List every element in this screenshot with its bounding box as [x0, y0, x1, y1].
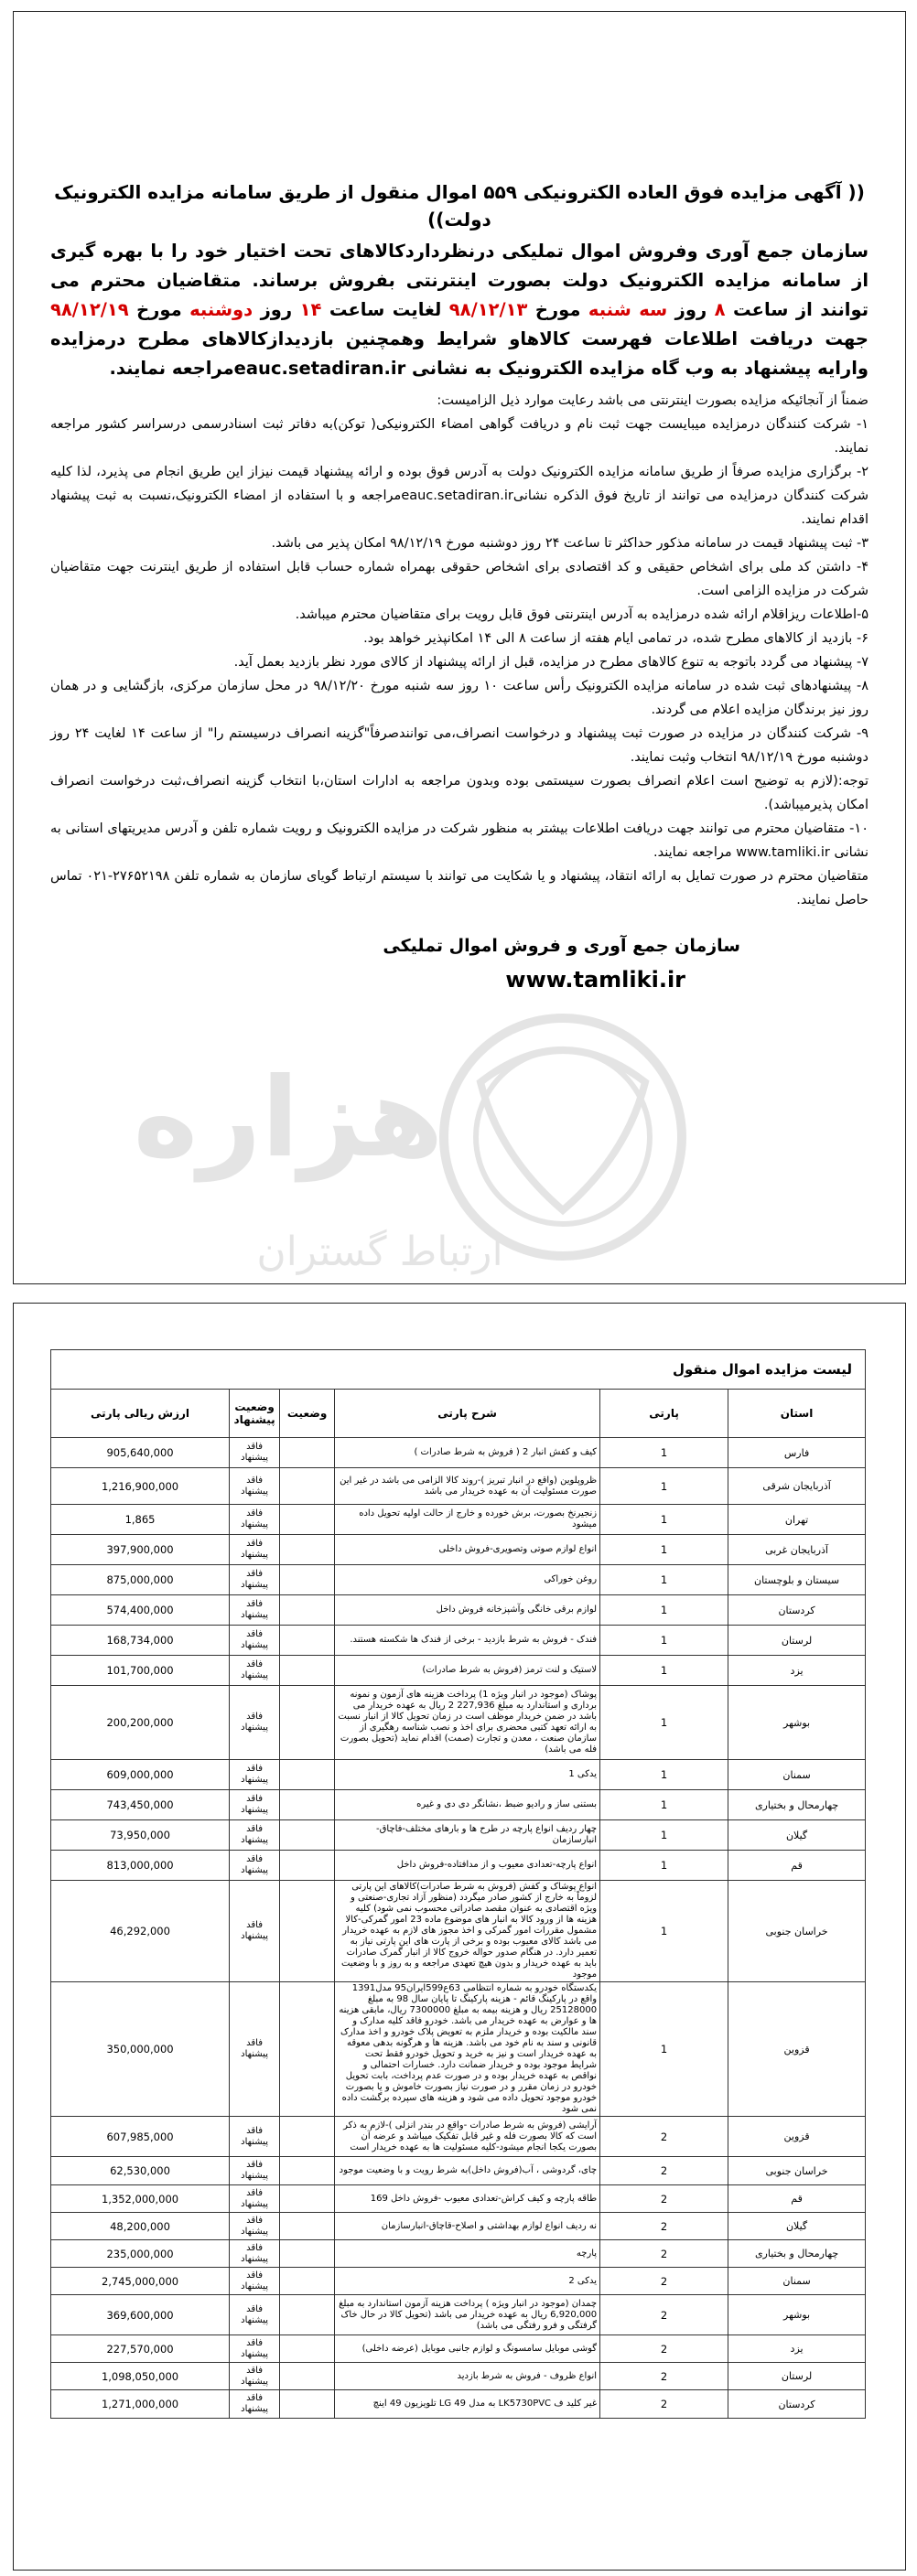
cell-description: آرایشی (فروش به شرط صادرات -واقع در بندر انزلی )-لازم به ذکر است که کالا بصورت فله و غیر قابل تفکیک میباشد و عرضه آن بصورت یکجا انجام میشود-کلیه مسئولیت ها به عهده خریدار است	[335, 2117, 600, 2157]
cell-lot: 1	[600, 1686, 728, 1760]
cell-description: زنجیرنخ بصورت، برش خورده و خارج از حالت اولیه تحویل داده میشود	[335, 1505, 600, 1535]
cell-proposal-status: فاقد پیشنهاد	[230, 1595, 280, 1626]
cell-proposal-status: فاقد پیشنهاد	[230, 1656, 280, 1686]
cell-status	[280, 1438, 335, 1468]
cell-description: لوازم برقی خانگی وآشپزخانه فروش داخل	[335, 1595, 600, 1626]
table-row	[51, 2213, 866, 2240]
cell-province: چهارمحال و بختیاری	[728, 1790, 866, 1820]
cell-lot: 1	[600, 1535, 728, 1565]
watermark-logo	[78, 1000, 737, 1284]
svg-text:هزاره: هزاره	[133, 1055, 444, 1182]
table-row	[51, 2295, 866, 2335]
cell-value: 46,292,000	[51, 1881, 230, 1982]
announcement-body	[50, 178, 868, 993]
cell-value: 1,271,000,000	[51, 2390, 230, 2419]
cell-province: گیلان	[728, 2213, 866, 2240]
cell-value: 574,400,000	[51, 1595, 230, 1626]
announcement-header: (( آگهی مزایده فوق العاده الکترونیکی ۵۵۹ اموال منقول از طریق سامانه مزایده الکترونیک دولت))	[54, 181, 865, 231]
cell-status	[280, 1982, 335, 2117]
cell-lot: 1	[600, 1820, 728, 1851]
cell-province: آذربایجان غربی	[728, 1535, 866, 1565]
cell-description: نه ردیف انواع لوازم بهداشتی و اصلاح-قاچاق-انبارسازمان	[335, 2213, 600, 2240]
cell-status	[280, 1820, 335, 1851]
cell-province: خراسان جنوبی	[728, 1881, 866, 1982]
cell-status	[280, 2390, 335, 2419]
cell-status	[280, 2213, 335, 2240]
cell-status	[280, 1686, 335, 1760]
cell-lot: 2	[600, 2268, 728, 2295]
cell-description: گوشی موبایل سامسونگ و لوازم جانبی موبایل (عرضه داخلی)	[335, 2335, 600, 2363]
cell-status	[280, 1790, 335, 1820]
svg-text:ارتباط گستران: ارتباط گستران	[256, 1229, 503, 1275]
cell-proposal-status: فاقد پیشنهاد	[230, 1535, 280, 1565]
cell-status	[280, 2268, 335, 2295]
table-row	[51, 1851, 866, 1881]
cell-proposal-status: فاقد پیشنهاد	[230, 1881, 280, 1982]
cell-value: 1,352,000,000	[51, 2185, 230, 2213]
cell-status	[280, 2185, 335, 2213]
header-province: استان	[728, 1390, 866, 1438]
cell-value: 397,900,000	[51, 1535, 230, 1565]
cell-description: چهار ردیف انواع پارچه در طرح ها و بارهای مختلف-فاچاق-انبارسازمان	[335, 1820, 600, 1851]
cell-lot: 1	[600, 1565, 728, 1595]
cell-lot: 1	[600, 1626, 728, 1656]
cell-proposal-status: فاقد پیشنهاد	[230, 1438, 280, 1468]
condition-7: ۷- پیشنهاد می گردد باتوجه به تنوع کالاهای مطرح در مزایده، قبل از ارائه پیشنهاد از کالای مورد نظر بازدید بعمل آید.	[233, 655, 868, 670]
cell-value: 2,745,000,000	[51, 2268, 230, 2295]
table-row	[51, 1468, 866, 1505]
table-row	[51, 1760, 866, 1790]
cell-value: 1,098,050,000	[51, 2363, 230, 2390]
cell-lot: 1	[600, 1505, 728, 1535]
cell-lot: 1	[600, 1851, 728, 1881]
table-row	[51, 2157, 866, 2185]
cell-province: تهران	[728, 1505, 866, 1535]
cell-description: انواع ظروف - فروش به شرط بازدید	[335, 2363, 600, 2390]
table-row	[51, 2335, 866, 2363]
cell-description: روغن خوراکی	[335, 1565, 600, 1595]
cell-value: 905,640,000	[51, 1438, 230, 1468]
cell-province: کردستان	[728, 2390, 866, 2419]
cell-value: 1,216,900,000	[51, 1468, 230, 1505]
cell-proposal-status: فاقد پیشنهاد	[230, 2268, 280, 2295]
table-row	[51, 1535, 866, 1565]
cell-lot: 1	[600, 1982, 728, 2117]
table-body	[51, 1438, 866, 2419]
cell-lot: 1	[600, 1656, 728, 1686]
cell-lot: 1	[600, 1468, 728, 1505]
cell-value: 607,985,000	[51, 2117, 230, 2157]
condition-note: توجه:(لازم به توضیح است اعلام انصراف بصورت سیستمی بوده وبدون مراجعه به ادارات استان،با انتخاب گزینه انصراف،ثبت درخواست انصراف امکان پذیرمیباشد).	[50, 774, 868, 812]
cell-proposal-status: فاقد پیشنهاد	[230, 2240, 280, 2268]
table-row	[51, 1595, 866, 1626]
cell-proposal-status: فاقد پیشنهاد	[230, 1760, 280, 1790]
auction-list-page	[13, 1303, 906, 2571]
cell-province: لرستان	[728, 1626, 866, 1656]
header-value: ارزش ریالی پارتی	[51, 1390, 230, 1438]
cell-description: طاقه پارچه و کیف کراش-تعدادی معیوب -فروش داخل 169	[335, 2185, 600, 2213]
table-row	[51, 2390, 866, 2419]
table-title: لیست مزایده اموال منقول	[51, 1350, 866, 1390]
cell-description: پارچه	[335, 2240, 600, 2268]
cell-province: لرستان	[728, 2363, 866, 2390]
cell-description: فندک - فروش به شرط بازدید - برخی از فندک ها شکسته هستند.	[335, 1626, 600, 1656]
cell-province: چهارمحال و بختیاری	[728, 2240, 866, 2268]
cell-province: قزوین	[728, 1982, 866, 2117]
cell-status	[280, 1565, 335, 1595]
cell-status	[280, 2117, 335, 2157]
table-row	[51, 2363, 866, 2390]
cell-province: کردستان	[728, 1595, 866, 1626]
cell-lot: 2	[600, 2295, 728, 2335]
cell-proposal-status: فاقد پیشنهاد	[230, 1686, 280, 1760]
cell-province: سیستان و بلوچستان	[728, 1565, 866, 1595]
table-row	[51, 1790, 866, 1820]
cell-status	[280, 2240, 335, 2268]
cell-province: بوشهر	[728, 1686, 866, 1760]
complaint-contact: متقاضیان محترم در صورت تمایل به ارائه انتقاد، پیشنهاد و یا شکایت می توانند با سیستم ارتباط گویای سازمان به شماره تلفن ۲۷۶۵۲۱۹۸-۰۲۱ تماس حاصل نمایند.	[50, 869, 868, 907]
cell-description: انواع پارچه-تعدادی معیوب و از مدافتاده-فروش داخل	[335, 1851, 600, 1881]
cell-proposal-status: فاقد پیشنهاد	[230, 1982, 280, 2117]
cell-proposal-status: فاقد پیشنهاد	[230, 2213, 280, 2240]
table-row	[51, 1505, 866, 1535]
condition-6: ۶- بازدید از کالاهای مطرح شده، در تمامی ایام هفته از ساعت ۸ الی ۱۴ امکانپذیر خواهد بود.	[363, 631, 868, 646]
cell-lot: 2	[600, 2117, 728, 2157]
condition-2: ۲- برگزاری مزایده صرفاً از طریق سامانه مزایده الکترونیک دولت به آدرس فوق بوده و ارائه پیشنهاد قیمت نیزاز این طریق انجام می پذیرد، لذا کلیه شرکت کنندگان درمزایده می توانند از تاریخ فوق الذکره نشانیeauc.setadiran.irمراجعه و با استفاده از امضاء الکترونیک،نسبت به ثبت پیشنهاد اقدام نمایند.	[50, 465, 868, 527]
cell-status	[280, 1468, 335, 1505]
table-row	[51, 2240, 866, 2268]
cell-status	[280, 1535, 335, 1565]
cell-status	[280, 2363, 335, 2390]
cell-description: کیف و کفش انبار 2 ( فروش به شرط صادرات )	[335, 1438, 600, 1468]
cell-value: 743,450,000	[51, 1790, 230, 1820]
cell-province: سمنان	[728, 1760, 866, 1790]
cell-status	[280, 1656, 335, 1686]
cell-status	[280, 1626, 335, 1656]
table-row	[51, 1656, 866, 1686]
cell-province: قم	[728, 2185, 866, 2213]
cell-proposal-status: فاقد پیشنهاد	[230, 2185, 280, 2213]
condition-3: ۳- ثبت پیشنهاد قیمت در سامانه مذکور حداکثر تا ساعت ۲۴ روز دوشنبه مورخ ۹۸/۱۲/۱۹ امکان پذیر می باشد.	[271, 536, 868, 551]
organization-website[interactable]: www.tamliki.ir	[505, 967, 685, 993]
cell-status	[280, 2295, 335, 2335]
cell-value: 48,200,000	[51, 2213, 230, 2240]
condition-1: ۱- شرکت کنندگان درمزایده میبایست جهت ثبت نام و دریافت گواهی امضاء الکترونیکی( توکن)به دفاتر ثبت اسنادرسمی درسراسر کشور مراجعه نمایند.	[50, 417, 868, 456]
cell-status	[280, 1505, 335, 1535]
auction-table-wrapper	[50, 1349, 865, 2419]
cell-province: یزد	[728, 1656, 866, 1686]
table-row	[51, 2117, 866, 2157]
cell-province: قزوین	[728, 2117, 866, 2157]
cell-value: 101,700,000	[51, 1656, 230, 1686]
announcement-lead: سازمان جمع آوری وفروش اموال تملیکی درنظرداردکالاهای تحت اختیار خود را با بهره گیری از سامانه مزایده الکترونیک دولت بصورت اینترنتی بفروش برساند. متقاضیان محترم می توانند از ساعت ۸ روز سه شنبه مورخ ۹۸/۱۲/۱۳ لغایت ساعت ۱۴ روز دوشنبه مورخ ۹۸/۱۲/۱۹ جهت دریافت اطلاعات فهرست کالاهاو شرایط وهمچنین بازدیدازکالاهای مطرح درمزایده وارایه پیشنهاد به وب گاه مزایده الکترونیک به نشانی eauc.setadiran.irمراجعه نمایند.	[50, 241, 869, 379]
cell-proposal-status: فاقد پیشنهاد	[230, 2157, 280, 2185]
cell-description: بستنی ساز و رادیو ضبط ،نشانگر دی دی و غیره	[335, 1790, 600, 1820]
cell-proposal-status: فاقد پیشنهاد	[230, 1851, 280, 1881]
table-row	[51, 1565, 866, 1595]
cell-description: یکدستگاه خودرو به شماره انتظامی 63ع599ایران95 مدل1391 واقع در پارکینگ قائم - هزینه پارکینگ تا پایان سال 98 به مبلغ 25128000 ریال و هزینه بیمه به مبلغ 7300000 ریال، مابقی هزینه ها و عوارض به عهده خریدار می باشد. خودرو فاقد کلیه مدارک و سند مالکیت بوده و خریدار ملزم به تعویض پلاک خودرو و اخذ مدارک قانونی و سند به نام خود می باشد. هزینه ها و هرگونه بدهی معوقه به عهده خریدار است و نیز به خرید و تحویل خودرو فقط تحت شرایط موجود بوده و خریدار ضمانت دارد. خسارات احتمالی و نواقص به عهده خریدار بوده و در صورت عدم پرداخت، بابت تحویل خودرو در زمان مقرر و در صورت نیاز بصورت خاموش و یا بصورت خودرو موجود تحویل داده می شود و هزینه های سپرده برگشت داده نمی شود	[335, 1982, 600, 2117]
condition-8: ۸- پیشنهادهای ثبت شده در سامانه مزایده الکترونیک رأس ساعت ۱۰ روز سه شنبه مورخ ۹۸/۱۲/۲۰ در محل سازمان مرکزی، بازگشایی و در همان روز نیز برندگان مزایده اعلام می گردند.	[50, 679, 868, 717]
cell-description: غیر کلید ف LK5730PVC به مدل LG 49 تلویزیون 49 اینچ	[335, 2390, 600, 2419]
conditions-intro: ضمناً از آنجائیکه مزایده بصورت اینترنتی می باشد رعایت موارد ذیل الزامیست:	[437, 393, 868, 408]
cell-description: ظروپلوین (واقع در انبار تبریز )-روند کالا الزامی می باشد در غیر این صورت مسئولیت آن به عهده خریدار می باشد	[335, 1468, 600, 1505]
header-description: شرح پارتی	[335, 1390, 600, 1438]
cell-lot: 2	[600, 2240, 728, 2268]
announcement-page	[13, 11, 906, 1284]
table-row	[51, 1982, 866, 2117]
cell-province: گیلان	[728, 1820, 866, 1851]
cell-description: یدکی 1	[335, 1760, 600, 1790]
cell-lot: 1	[600, 1881, 728, 1982]
table-row	[51, 1820, 866, 1851]
cell-proposal-status: فاقد پیشنهاد	[230, 2295, 280, 2335]
cell-value: 369,600,000	[51, 2295, 230, 2335]
cell-proposal-status: فاقد پیشنهاد	[230, 1790, 280, 1820]
cell-status	[280, 2157, 335, 2185]
cell-lot: 2	[600, 2185, 728, 2213]
table-row	[51, 1881, 866, 1982]
cell-value: 813,000,000	[51, 1851, 230, 1881]
cell-lot: 2	[600, 2390, 728, 2419]
cell-value: 200,200,000	[51, 1686, 230, 1760]
cell-value: 62,530,000	[51, 2157, 230, 2185]
cell-proposal-status: فاقد پیشنهاد	[230, 1626, 280, 1656]
header-proposal-status: وضعیت پیشنهاد	[230, 1390, 280, 1438]
cell-province: سمنان	[728, 2268, 866, 2295]
header-status: وضعیت	[280, 1390, 335, 1438]
cell-proposal-status: فاقد پیشنهاد	[230, 1468, 280, 1505]
table-row	[51, 1686, 866, 1760]
table-row	[51, 2185, 866, 2213]
cell-lot: 2	[600, 2157, 728, 2185]
auction-table	[50, 1349, 866, 2419]
condition-4: ۴- داشتن کد ملی برای اشخاص حقیقی و کد اقتصادی برای اشخاص حقوقی بهمراه شماره حساب قابل استفاده از طریق اینترنت جهت متقاضیان شرکت در مزایده الزامی است.	[50, 560, 868, 598]
cell-lot: 1	[600, 1760, 728, 1790]
cell-value: 1,865	[51, 1505, 230, 1535]
cell-value: 875,000,000	[51, 1565, 230, 1595]
table-row	[51, 1626, 866, 1656]
cell-status	[280, 1760, 335, 1790]
condition-10: ۱۰- متقاضیان محترم می توانند جهت دریافت اطلاعات بیشتر به منظور شرکت در مزایده الکترونیک و رویت شماره تلفن و آدرس مدیریتهای استانی به نشانی www.tamliki.ir مراجعه نمایند.	[50, 821, 868, 860]
cell-province: فارس	[728, 1438, 866, 1468]
cell-lot: 1	[600, 1595, 728, 1626]
cell-description: پوشاک (موجود در انبار ویژه 1) پرداخت هزینه های آزمون و نمونه برداری و استاندارد به مبلغ 227,936 2 ریال به عهده خریدار می باشد در ضمن خریدار موظف است در زمان تحویل کالا از انبار نسبت به ارائه تعهد کتبی محضری برای اخذ و نصب شناسه رهگیری از سازمان صنعت ، معدن و تجارت (صمت) اقدام نماید (تحویل بصورت فله می باشد)	[335, 1686, 600, 1760]
cell-province: قم	[728, 1851, 866, 1881]
cell-province: بوشهر	[728, 2295, 866, 2335]
cell-value: 609,000,000	[51, 1760, 230, 1790]
cell-status	[280, 1595, 335, 1626]
cell-description: انواع پوشاک و کفش (فروش به شرط صادرات)کالاهای این پارتی لزوماً به خارج از کشور صادر میگردد (منظور آزاد تجاری-صنعتی و ویژه اقتصادی به عنوان مقصد صادراتی محسوب نمی شود) کلیه هزینه ها از ورود کالا به انبار های موضوع ماده 23 امور گمرکی-کالا مشمول مقررات امور گمرکی و اخذ مجوز های لازم به عهده خریدار می باشد کالای معیوب بوده و برخی از پارت های این پارتی نیاز به تعمیر دارد. در هنگام صدور حواله خروج کالا از انبار گمرک صادرات باید به عهده خریدار و بدون هیچ تعهدی مراجعه و به روز و با وضعیت موجود	[335, 1881, 600, 1982]
condition-9: ۹- شرکت کنندگان در مزایده در صورت ثبت پیشنهاد و درخواست انصراف،می توانندصرفاً"گزینه انصراف درسیستم را" از ساعت ۱۴ لغایت ۲۴ روز دوشنبه مورخ ۹۸/۱۲/۱۹ انتخاب وثبت نمایند.	[50, 726, 868, 765]
cell-proposal-status: فاقد پیشنهاد	[230, 1820, 280, 1851]
table-row	[51, 2268, 866, 2295]
cell-proposal-status: فاقد پیشنهاد	[230, 2363, 280, 2390]
cell-proposal-status: فاقد پیشنهاد	[230, 1565, 280, 1595]
cell-status	[280, 1851, 335, 1881]
cell-value: 227,570,000	[51, 2335, 230, 2363]
cell-description: لاستیک و لنت ترمز (فروش به شرط صادرات)	[335, 1656, 600, 1686]
cell-lot: 1	[600, 1438, 728, 1468]
cell-status	[280, 1881, 335, 1982]
page-gap	[0, 1284, 917, 1303]
cell-description: انواع لوازم صوتی وتصویری-فروش داخلی	[335, 1535, 600, 1565]
organization-signature: سازمان جمع آوری و فروش اموال تملیکی	[383, 936, 740, 956]
cell-description: چای، گردوشی ، آب(فروش داخل)به شرط رویت و با وضعیت موجود	[335, 2157, 600, 2185]
cell-lot: 2	[600, 2213, 728, 2240]
cell-status	[280, 2335, 335, 2363]
cell-province: خراسان جنوبی	[728, 2157, 866, 2185]
cell-description: یدکی 2	[335, 2268, 600, 2295]
cell-lot: 1	[600, 1790, 728, 1820]
cell-proposal-status: فاقد پیشنهاد	[230, 1505, 280, 1535]
cell-value: 235,000,000	[51, 2240, 230, 2268]
cell-proposal-status: فاقد پیشنهاد	[230, 2335, 280, 2363]
condition-5: ۵-اطلاعات ریزاقلام ارائه شده درمزایده به آدرس اینترنتی فوق قابل رویت برای متقاضیان محترم میباشد.	[295, 607, 868, 622]
cell-value: 350,000,000	[51, 1982, 230, 2117]
cell-lot: 2	[600, 2335, 728, 2363]
cell-value: 73,950,000	[51, 1820, 230, 1851]
cell-description: چمدان (موجود در انبار ویژه ) پرداخت هزینه آزمون استاندارد به مبلغ 6,920,000 ریال به عهده خریدار می باشد (تحویل کالا در حال خاک گرفتگی و فرو رفتگی می باشد)	[335, 2295, 600, 2335]
cell-lot: 2	[600, 2363, 728, 2390]
cell-proposal-status: فاقد پیشنهاد	[230, 2117, 280, 2157]
header-lot: پارتی	[600, 1390, 728, 1438]
cell-province: یزد	[728, 2335, 866, 2363]
cell-province: آذربایجان شرقی	[728, 1468, 866, 1505]
cell-proposal-status: فاقد پیشنهاد	[230, 2390, 280, 2419]
table-row	[51, 1438, 866, 1468]
cell-value: 168,734,000	[51, 1626, 230, 1656]
